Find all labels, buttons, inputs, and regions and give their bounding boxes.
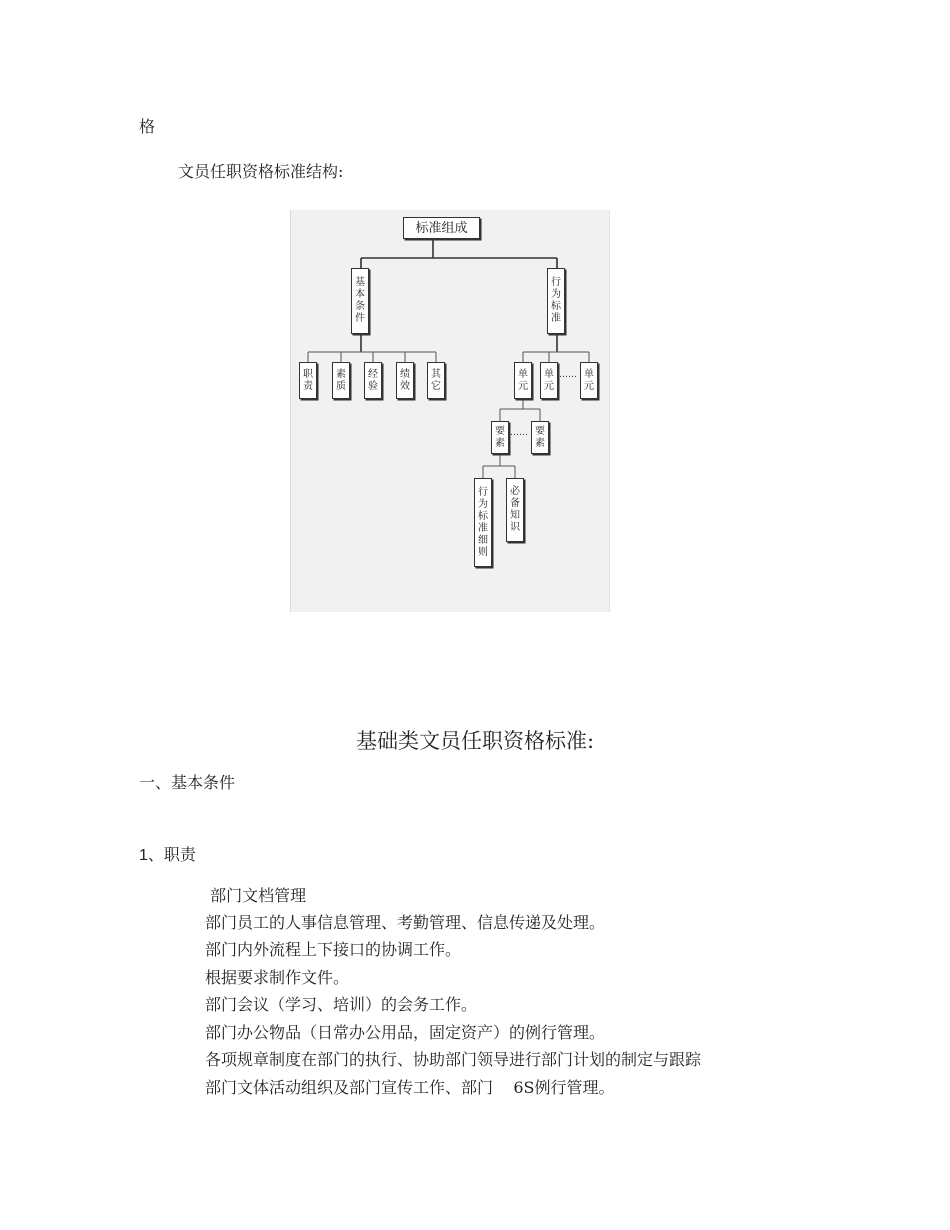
page-title: 基础类文员任职资格标准: bbox=[355, 729, 595, 753]
diagram-node-behavior: 行为标准 bbox=[547, 268, 565, 334]
diagram-node-element-1: 要素 bbox=[491, 421, 509, 454]
diagram-node-unit-3: 单元 bbox=[580, 362, 598, 399]
section-heading-basic-conditions: 一、基本条件 bbox=[139, 773, 236, 792]
diagram-node-duty: 职责 bbox=[299, 362, 317, 399]
diagram-node-quality: 素质 bbox=[332, 362, 350, 399]
diagram-node-performance: 绩效 bbox=[396, 362, 414, 399]
duty-item: 各项规章制度在部门的执行、协助部门领导进行部门计划的制定与跟踪 bbox=[205, 1050, 702, 1069]
duty-item: 根据要求制作文件。 bbox=[205, 968, 350, 987]
diagram-node-root: 标准组成 bbox=[403, 217, 480, 239]
intro-text: 文员任职资格标准结构: bbox=[178, 162, 344, 181]
duty-item: 部门文档管理 bbox=[205, 886, 307, 905]
diagram-node-experience: 经验 bbox=[364, 362, 382, 399]
diagram-ellipsis-elements: …… bbox=[510, 428, 528, 438]
diagram-node-other: 其它 bbox=[427, 362, 445, 399]
subsection-heading-duties: 1、职责 bbox=[139, 847, 196, 864]
diagram-ellipsis-units: …… bbox=[559, 370, 577, 380]
duty-item: 部门文体活动组织及部门宣传工作、部门 6S例行管理。 bbox=[205, 1078, 615, 1097]
diagram-node-behavior-detail: 行为标准细则 bbox=[474, 478, 492, 567]
diagram-node-required-knowledge: 必备知识 bbox=[506, 478, 524, 542]
duty-item: 部门会议（学习、培训）的会务工作。 bbox=[205, 995, 478, 1014]
duty-item: 部门员工的人事信息管理、考勤管理、信息传递及处理。 bbox=[205, 913, 606, 932]
duty-item: 部门内外流程上下接口的协调工作。 bbox=[205, 940, 462, 959]
duty-item: 部门办公物品（日常办公用品，固定资产）的例行管理。 bbox=[205, 1023, 606, 1042]
diagram-node-unit-1: 单元 bbox=[514, 362, 532, 399]
page-fragment-text: 格 bbox=[139, 117, 156, 136]
diagram-node-element-2: 要素 bbox=[531, 421, 549, 454]
diagram-node-unit-2: 单元 bbox=[540, 362, 558, 399]
structure-diagram bbox=[290, 210, 610, 612]
diagram-node-basic: 基本条件 bbox=[351, 268, 369, 334]
